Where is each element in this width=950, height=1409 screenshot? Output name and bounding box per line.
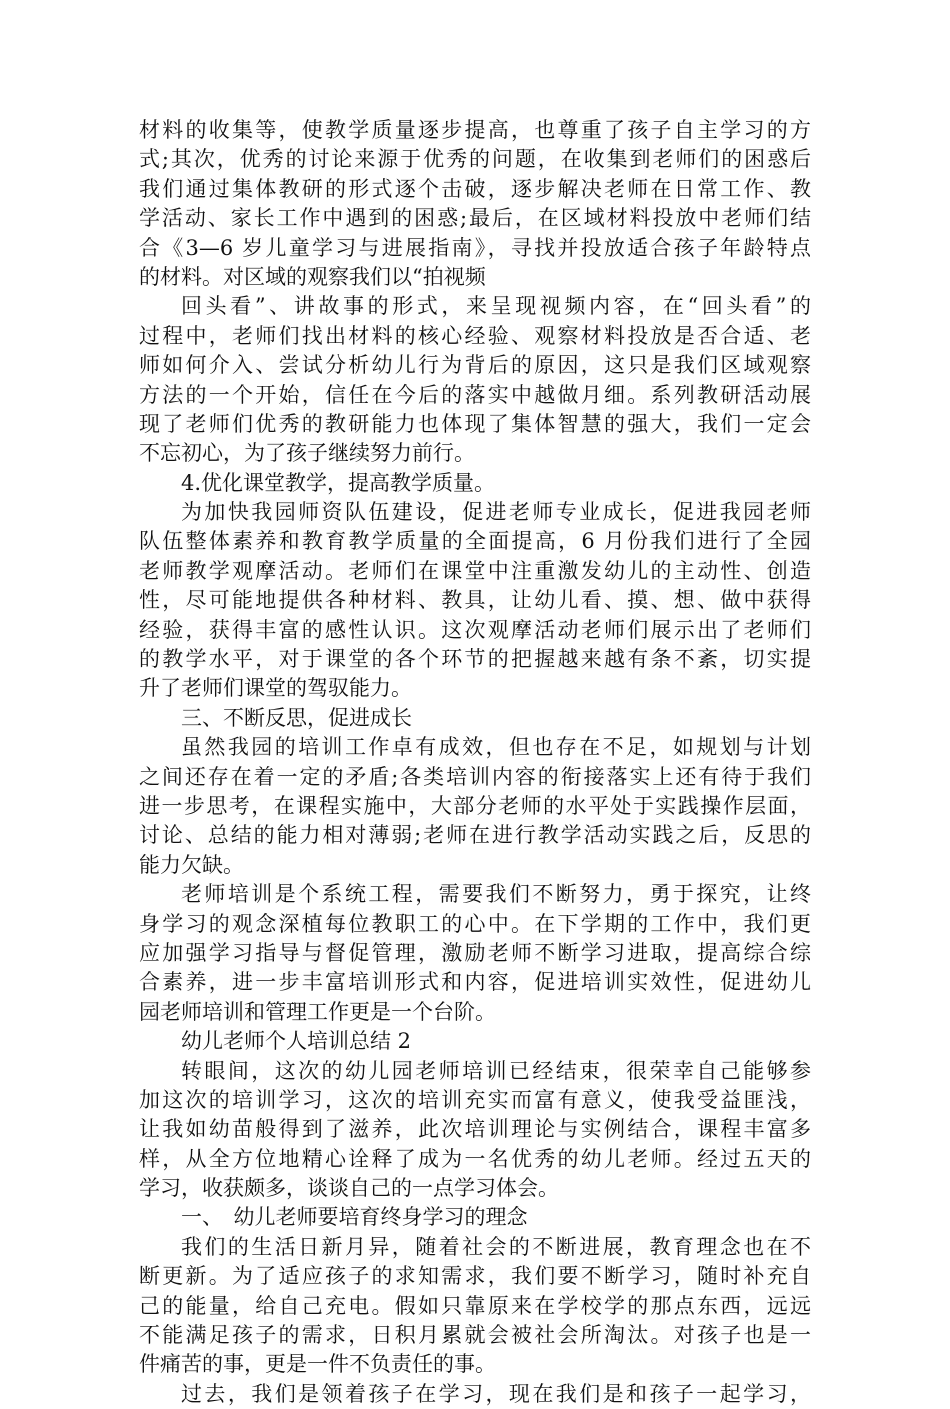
text-line: 加这次的培训学习，这次的培训充实而富有意义，使我受益匪浅，	[139, 1087, 811, 1112]
text-line: 虽然我园的培训工作卓有成效，但也存在不足，如规划与计划	[181, 735, 811, 760]
text-line: 现了老师们优秀的教研能力也体现了集体智慧的强大，我们一定会	[139, 411, 811, 436]
text-line: 4.优化课堂教学，提高教学质量。	[181, 470, 496, 495]
text-line: 断更新。为了适应孩子的求知需求，我们要不断学习，随时补充自	[139, 1264, 811, 1289]
text-line: 让我如幼苗般得到了滋养，此次培训理论与实例结合，课程丰富多	[139, 1117, 811, 1142]
text-line: 的材料。对区域的观察我们以“拍视频	[139, 264, 486, 289]
text-line: 过去，我们是领着孩子在学习，现在我们是和孩子一起学习，	[181, 1381, 811, 1406]
text-line: 身学习的观念深植每位教职工的心中。在下学期的工作中，我们更	[139, 911, 811, 936]
text-line: 方法的一个开始，信任在今后的落实中越做月细。系列教研活动展	[139, 382, 811, 407]
text-line: 回头看”、讲故事的形式，来呈现视频内容，在“回头看”的	[181, 294, 811, 319]
text-line: 为加快我园师资队伍建设，促进老师专业成长，促进我园老师	[181, 500, 811, 525]
text-line: 式;其次，优秀的讨论来源于优秀的问题，在收集到老师们的困惑后	[139, 147, 811, 172]
text-line: 之间还存在着一定的矛盾;各类培训内容的衔接落实上还有待于我们	[139, 764, 811, 789]
text-line: 转眼间，这次的幼儿园老师培训已经结束，很荣幸自己能够参	[181, 1058, 811, 1083]
text-line: 学习，收获颇多，谈谈自己的一点学习体会。	[139, 1176, 559, 1201]
text-line: 进一步思考，在课程实施中，大部分老师的水平处于实践操作层面，	[139, 793, 811, 818]
text-line: 老师培训是个系统工程，需要我们不断努力，勇于探究，让终	[181, 882, 811, 907]
text-line: 合素养，进一步丰富培训形式和内容，促进培训实效性，促进幼儿	[139, 970, 811, 995]
text-line: 能力欠缺。	[139, 852, 244, 877]
text-line: 讨论、总结的能力相对薄弱;老师在进行教学活动实践之后，反思的	[139, 823, 811, 848]
text-line: 一、 幼儿老师要培育终身学习的理念	[181, 1205, 528, 1230]
text-line: 我们通过集体教研的形式逐个击破，逐步解决老师在日常工作、教	[139, 176, 811, 201]
text-line: 经验，获得丰富的感性认识。这次观摩活动老师们展示出了老师们	[139, 617, 811, 642]
text-line: 性，尽可能地提供各种材料、教具，让幼儿看、摸、想、做中获得	[139, 588, 811, 613]
text-line: 老师教学观摩活动。老师们在课堂中注重激发幼儿的主动性、创造	[139, 558, 811, 583]
text-line: 件痛苦的事，更是一件不负责任的事。	[139, 1352, 496, 1377]
text-line: 队伍整体素养和教育教学质量的全面提高，6 月份我们进行了全园	[139, 529, 811, 554]
text-line: 幼儿老师个人培训总结 2	[181, 1029, 412, 1054]
text-line: 不忘初心，为了孩子继续努力前行。	[139, 441, 475, 466]
text-line: 园老师培训和管理工作更是一个台阶。	[139, 999, 496, 1024]
text-line: 的教学水平，对于课堂的各个环节的把握越来越有条不紊，切实提	[139, 647, 811, 672]
text-line: 过程中，老师们找出材料的核心经验、观察材料投放是否合适、老	[139, 323, 811, 348]
text-line: 不能满足孩子的需求，日积月累就会被社会所淘汰。对孩子也是一	[139, 1323, 811, 1348]
text-line: 合《3—6 岁儿童学习与进展指南》，寻找并投放适合孩子年龄特点	[139, 235, 811, 260]
text-line: 升了老师们课堂的驾驭能力。	[139, 676, 412, 701]
text-line: 材料的收集等，使教学质量逐步提高，也尊重了孩子自主学习的方	[139, 118, 811, 142]
text-line: 学活动、家长工作中遇到的困惑;最后，在区域材料投放中老师们结	[139, 206, 811, 231]
text-line: 师如何介入、尝试分析幼儿行为背后的原因，这只是我们区域观察	[139, 353, 811, 378]
text-line: 我们的生活日新月异，随着社会的不断进展，教育理念也在不	[181, 1234, 811, 1259]
text-line: 三、不断反思，促进成长	[181, 705, 412, 730]
text-line: 样，从全方位地精心诠释了成为一名优秀的幼儿老师。经过五天的	[139, 1146, 811, 1171]
document-body	[139, 116, 811, 1409]
text-line: 应加强学习指导与督促管理，激励老师不断学习进取，提高综合综	[139, 940, 811, 965]
text-line: 己的能量，给自己充电。假如只靠原来在学校学的那点东西，远远	[139, 1293, 811, 1318]
